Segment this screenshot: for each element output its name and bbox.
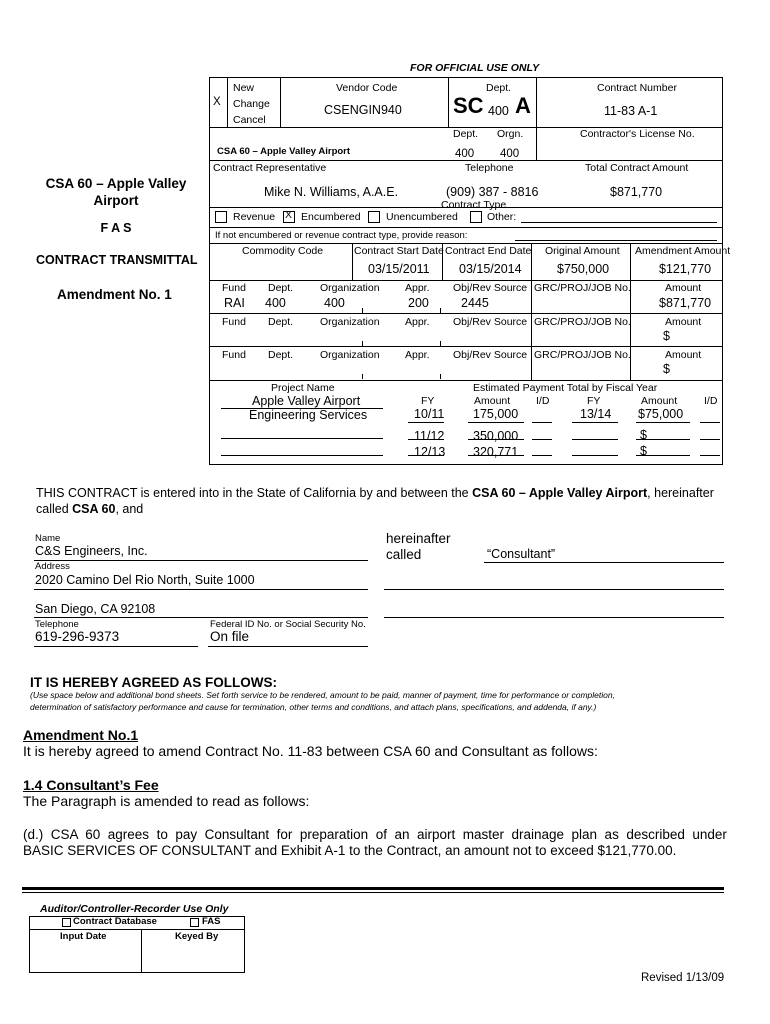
fund-label: Fund (222, 316, 246, 328)
official-use-label: FOR OFFICIAL USE ONLY (410, 62, 540, 74)
agreed-heading: IT IS HEREBY AGREED AS FOLLOWS: (30, 675, 278, 690)
contract-number-label: Contract Number (597, 82, 677, 94)
fy-value-1[interactable]: 10/11 (414, 407, 445, 421)
contract-database-checkbox[interactable] (62, 918, 71, 927)
reason-label: If not encumbered or revenue contract type, provide reason: (215, 230, 468, 241)
fas-checkbox[interactable] (190, 918, 199, 927)
amount-label: Amount (665, 349, 702, 361)
amount-col-label-2: Amount (641, 395, 678, 407)
amount-value[interactable]: $ (663, 329, 670, 343)
fund-label: Fund (222, 282, 246, 294)
contract-transmittal-title: CONTRACT TRANSMITTAL (36, 253, 198, 267)
fas-checkbox-label: FAS (202, 916, 221, 927)
grc-label: GRC/PROJ/JOB No. (534, 282, 631, 294)
organization-label: Organization (320, 316, 380, 328)
other-underline (521, 222, 717, 223)
fy-label: FY (421, 395, 435, 407)
fee-text: The Paragraph is amended to read as follows: (23, 793, 310, 809)
paragraph-d-line1: (d.) CSA 60 agrees to pay Consultant for preparation of an airport master drainage plan as described under (23, 827, 727, 842)
amendment-amount-value[interactable]: $121,770 (659, 262, 712, 276)
agency-title-line2: Airport (93, 193, 139, 208)
instructions-line1: (Use space below and additional bond sheets. Set forth service to be rendered, amount to be paid, manner of payment, time for performance or completion, (30, 690, 615, 700)
dept-label: Dept. (486, 82, 512, 94)
license-label: Contractor's License No. (580, 128, 695, 140)
other-checkbox[interactable] (470, 211, 482, 223)
amount-value-6[interactable]: $ (640, 444, 647, 458)
a-code: A (515, 93, 531, 118)
agency-title-line1: CSA 60 – Apple Valley (45, 176, 187, 191)
organization-value[interactable]: 400 (324, 296, 345, 310)
end-date-value[interactable]: 03/15/2014 (459, 262, 522, 276)
amount-value[interactable]: $ (663, 362, 670, 376)
auditor-title: Auditor/Controller-Recorder Use Only (40, 903, 229, 915)
estimated-payment-label: Estimated Payment Total by Fiscal Year (473, 382, 658, 394)
appr-label: Appr. (405, 316, 430, 328)
organization-label: Organization (320, 282, 380, 294)
amount-value-1[interactable]: 175,000 (473, 407, 519, 421)
grc-label: GRC/PROJ/JOB No. (534, 316, 631, 328)
end-date-label: Contract End Date (445, 245, 532, 257)
total-amount-label: Total Contract Amount (585, 162, 689, 174)
orgn-label: Orgn. (497, 128, 524, 140)
address-line2[interactable]: San Diego, CA 92108 (35, 602, 156, 616)
telephone-field-label: Telephone (35, 619, 79, 630)
id-label-2: I/D (704, 395, 718, 407)
vendor-code-value[interactable]: CSENGIN940 (324, 103, 402, 117)
federal-id-label: Federal ID No. or Social Security No. (210, 619, 366, 630)
obj-rev-value[interactable]: 2445 (461, 296, 489, 310)
start-date-label: Contract Start Date (354, 245, 444, 257)
change-x-mark: X (213, 96, 221, 108)
new-option[interactable]: New (233, 82, 255, 94)
contract-number-value[interactable]: 11-83 A-1 (604, 104, 658, 118)
fund-value[interactable]: RAI (224, 296, 245, 310)
appr-label: Appr. (405, 349, 430, 361)
project-name-label: Project Name (271, 382, 335, 394)
paragraph-d-line2: BASIC SERVICES OF CONSULTANT and Exhibit A-1 to the Contract, an amount not to exceed $121,770.00. (23, 843, 677, 858)
start-date-value[interactable]: 03/15/2011 (368, 262, 430, 276)
amendment-heading: Amendment No.1 (23, 727, 139, 743)
reason-underline (515, 240, 717, 241)
amendment-number-title: Amendment No. 1 (57, 287, 172, 302)
dept-col-value[interactable]: 400 (265, 296, 286, 310)
vendor-code-label: Vendor Code (336, 82, 398, 94)
called-label: called (386, 547, 422, 562)
telephone-label: Telephone (465, 162, 514, 174)
fy-label-2: FY (587, 395, 601, 407)
rep-label: Contract Representative (213, 162, 327, 174)
amount-value-2[interactable]: 350,000 (473, 429, 519, 443)
orgn-value[interactable]: 400 (500, 148, 520, 160)
dept2-label: Dept. (453, 128, 479, 140)
consultant-designation: “Consultant” (487, 547, 556, 561)
fee-heading: 1.4 Consultant’s Fee (23, 777, 159, 793)
instructions-line2: determination of satisfactory performance and cause for termination, other terms and conditions, and attach plans, specifications, and addenda, if any.) (30, 702, 597, 712)
encumbered-label: Encumbered (301, 211, 361, 223)
fy-value-3[interactable]: 12/13 (414, 445, 446, 459)
dept2-value[interactable]: 400 (455, 148, 475, 160)
other-label: Other: (487, 211, 517, 223)
address-label: Address (35, 561, 70, 572)
encumbered-x-mark: X (285, 209, 293, 221)
amount-value-5[interactable]: $ (640, 428, 647, 442)
obj-rev-label: Obj/Rev Source (453, 282, 528, 294)
consultant-name[interactable]: C&S Engineers, Inc. (35, 544, 148, 558)
original-amount-value[interactable]: $750,000 (557, 262, 610, 276)
appr-value[interactable]: 200 (408, 296, 429, 310)
change-option[interactable]: Change (233, 98, 270, 110)
contract-intro-line2: called CSA 60, and (36, 502, 144, 516)
contract-database-label: Contract Database (73, 916, 157, 927)
commodity-code-label: Commodity Code (242, 245, 324, 257)
original-amount-label: Original Amount (545, 245, 620, 257)
federal-id-value[interactable]: On file (210, 629, 250, 644)
appr-label: Appr. (405, 282, 430, 294)
amount-label: Amount (665, 316, 702, 328)
dept-col-label: Dept. (268, 282, 294, 294)
organization-label: Organization (320, 349, 380, 361)
name-label: Name (35, 533, 61, 544)
cancel-option[interactable]: Cancel (233, 114, 266, 126)
contract-name: CSA 60 – Apple Valley Airport (217, 146, 351, 157)
obj-rev-label: Obj/Rev Source (453, 316, 528, 328)
sc-code: SC (453, 93, 484, 118)
amount-col-label: Amount (474, 395, 511, 407)
dept-value[interactable]: 400 (488, 104, 509, 118)
input-date-label: Input Date (60, 931, 107, 942)
contract-intro-line1: THIS CONTRACT is entered into in the State of California by and between the CSA 60 – Apple Valley Airport, hereinafter (36, 486, 714, 500)
contract-type-label: Contract Type (441, 199, 507, 211)
rep-value[interactable]: Mike N. Williams, A.A.E. (264, 185, 399, 199)
project-name-line2[interactable]: Engineering Services (249, 408, 368, 422)
keyed-by-label: Keyed By (175, 931, 219, 942)
fund-label: Fund (222, 349, 246, 361)
dept-col-label: Dept. (268, 316, 294, 328)
revenue-checkbox[interactable] (215, 211, 227, 223)
project-name-line1[interactable]: Apple Valley Airport (252, 394, 361, 408)
phone-value[interactable]: (909) 387 - 8816 (446, 185, 539, 199)
obj-rev-label: Obj/Rev Source (453, 349, 528, 361)
fy-value-2[interactable]: 11/12 (414, 429, 445, 443)
amendment-text: It is hereby agreed to amend Contract No. 11-83 between CSA 60 and Consultant as follows: (23, 743, 598, 759)
address-line1[interactable]: 2020 Camino Del Rio North, Suite 1000 (35, 573, 255, 587)
fy-value-4[interactable]: 13/14 (580, 407, 612, 421)
amount-value-4[interactable]: $75,000 (638, 407, 684, 421)
unencumbered-checkbox[interactable] (368, 211, 380, 223)
fas-label: F A S (100, 221, 132, 235)
consultant-telephone[interactable]: 619-296-9373 (35, 629, 120, 644)
revised-date: Revised 1/13/09 (641, 972, 725, 984)
dept-col-label: Dept. (268, 349, 294, 361)
hereinafter-label: hereinafter (386, 531, 451, 546)
grc-label: GRC/PROJ/JOB No. (534, 349, 631, 361)
amount-label: Amount (665, 282, 702, 294)
section-divider (22, 887, 724, 890)
id-label: I/D (536, 395, 550, 407)
amount-value[interactable]: $871,770 (659, 296, 712, 310)
revenue-label: Revenue (233, 211, 276, 223)
total-amount-value[interactable]: $871,770 (610, 185, 663, 199)
unencumbered-label: Unencumbered (386, 211, 458, 223)
amendment-amount-label: Amendment Amount (635, 245, 731, 257)
amount-value-3[interactable]: 320,771 (473, 445, 519, 459)
